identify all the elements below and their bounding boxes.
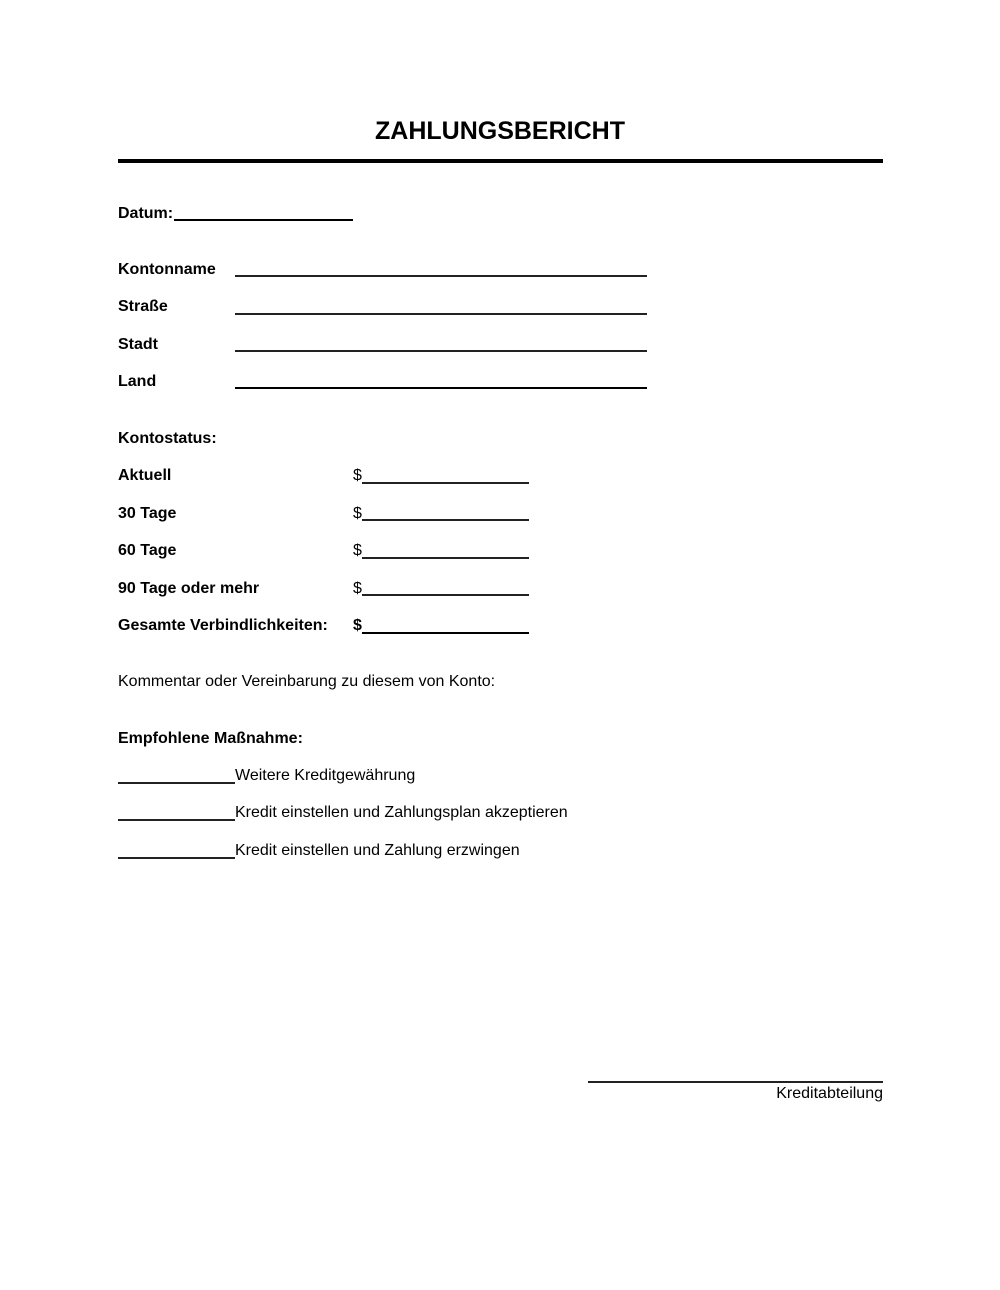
status-90-days-label: 90 Tage oder mehr — [118, 580, 260, 597]
comment-label: Kommentar oder Vereinbarung zu diesem von Konto: — [118, 673, 496, 690]
option-checkline-enforce-payment[interactable] — [118, 857, 235, 859]
currency-symbol: $ — [353, 467, 362, 484]
city-field[interactable] — [235, 350, 647, 352]
country-field[interactable] — [235, 387, 647, 389]
city-label: Stadt — [118, 336, 158, 353]
status-90-days-field[interactable] — [362, 594, 529, 596]
status-total-label: Gesamte Verbindlichkeiten: — [118, 617, 328, 634]
street-field[interactable] — [235, 313, 647, 315]
status-30-days-field[interactable] — [362, 519, 529, 521]
option-payment-plan: Kredit einstellen und Zahlungsplan akzeptieren — [235, 804, 568, 821]
status-30-days-label: 30 Tage — [118, 505, 177, 522]
title-divider — [118, 159, 883, 163]
status-current-field[interactable] — [362, 482, 529, 484]
status-current-label: Aktuell — [118, 467, 172, 484]
status-total-field[interactable] — [362, 632, 529, 634]
currency-symbol: $ — [353, 580, 362, 597]
date-label: Datum: — [118, 205, 174, 222]
currency-symbol: $ — [353, 505, 362, 522]
account-name-label: Kontonname — [118, 261, 216, 278]
currency-symbol: $ — [353, 542, 362, 559]
country-label: Land — [118, 373, 157, 390]
document-title: ZAHLUNGSBERICHT — [375, 117, 625, 145]
street-label: Straße — [118, 298, 168, 315]
account-name-field[interactable] — [235, 275, 647, 277]
status-60-days-field[interactable] — [362, 557, 529, 559]
option-enforce-payment: Kredit einstellen und Zahlung erzwingen — [235, 842, 520, 859]
option-extend-credit: Weitere Kreditgewährung — [235, 767, 416, 784]
signature-line[interactable] — [588, 1081, 883, 1083]
option-checkline-payment-plan[interactable] — [118, 819, 235, 821]
status-60-days-label: 60 Tage — [118, 542, 177, 559]
date-field[interactable] — [174, 219, 353, 221]
recommended-action-heading: Empfohlene Maßnahme: — [118, 730, 303, 747]
account-status-heading: Kontostatus: — [118, 430, 217, 447]
option-checkline-extend-credit[interactable] — [118, 782, 235, 784]
currency-symbol: $ — [353, 617, 362, 634]
signature-label: Kreditabteilung — [776, 1085, 883, 1102]
